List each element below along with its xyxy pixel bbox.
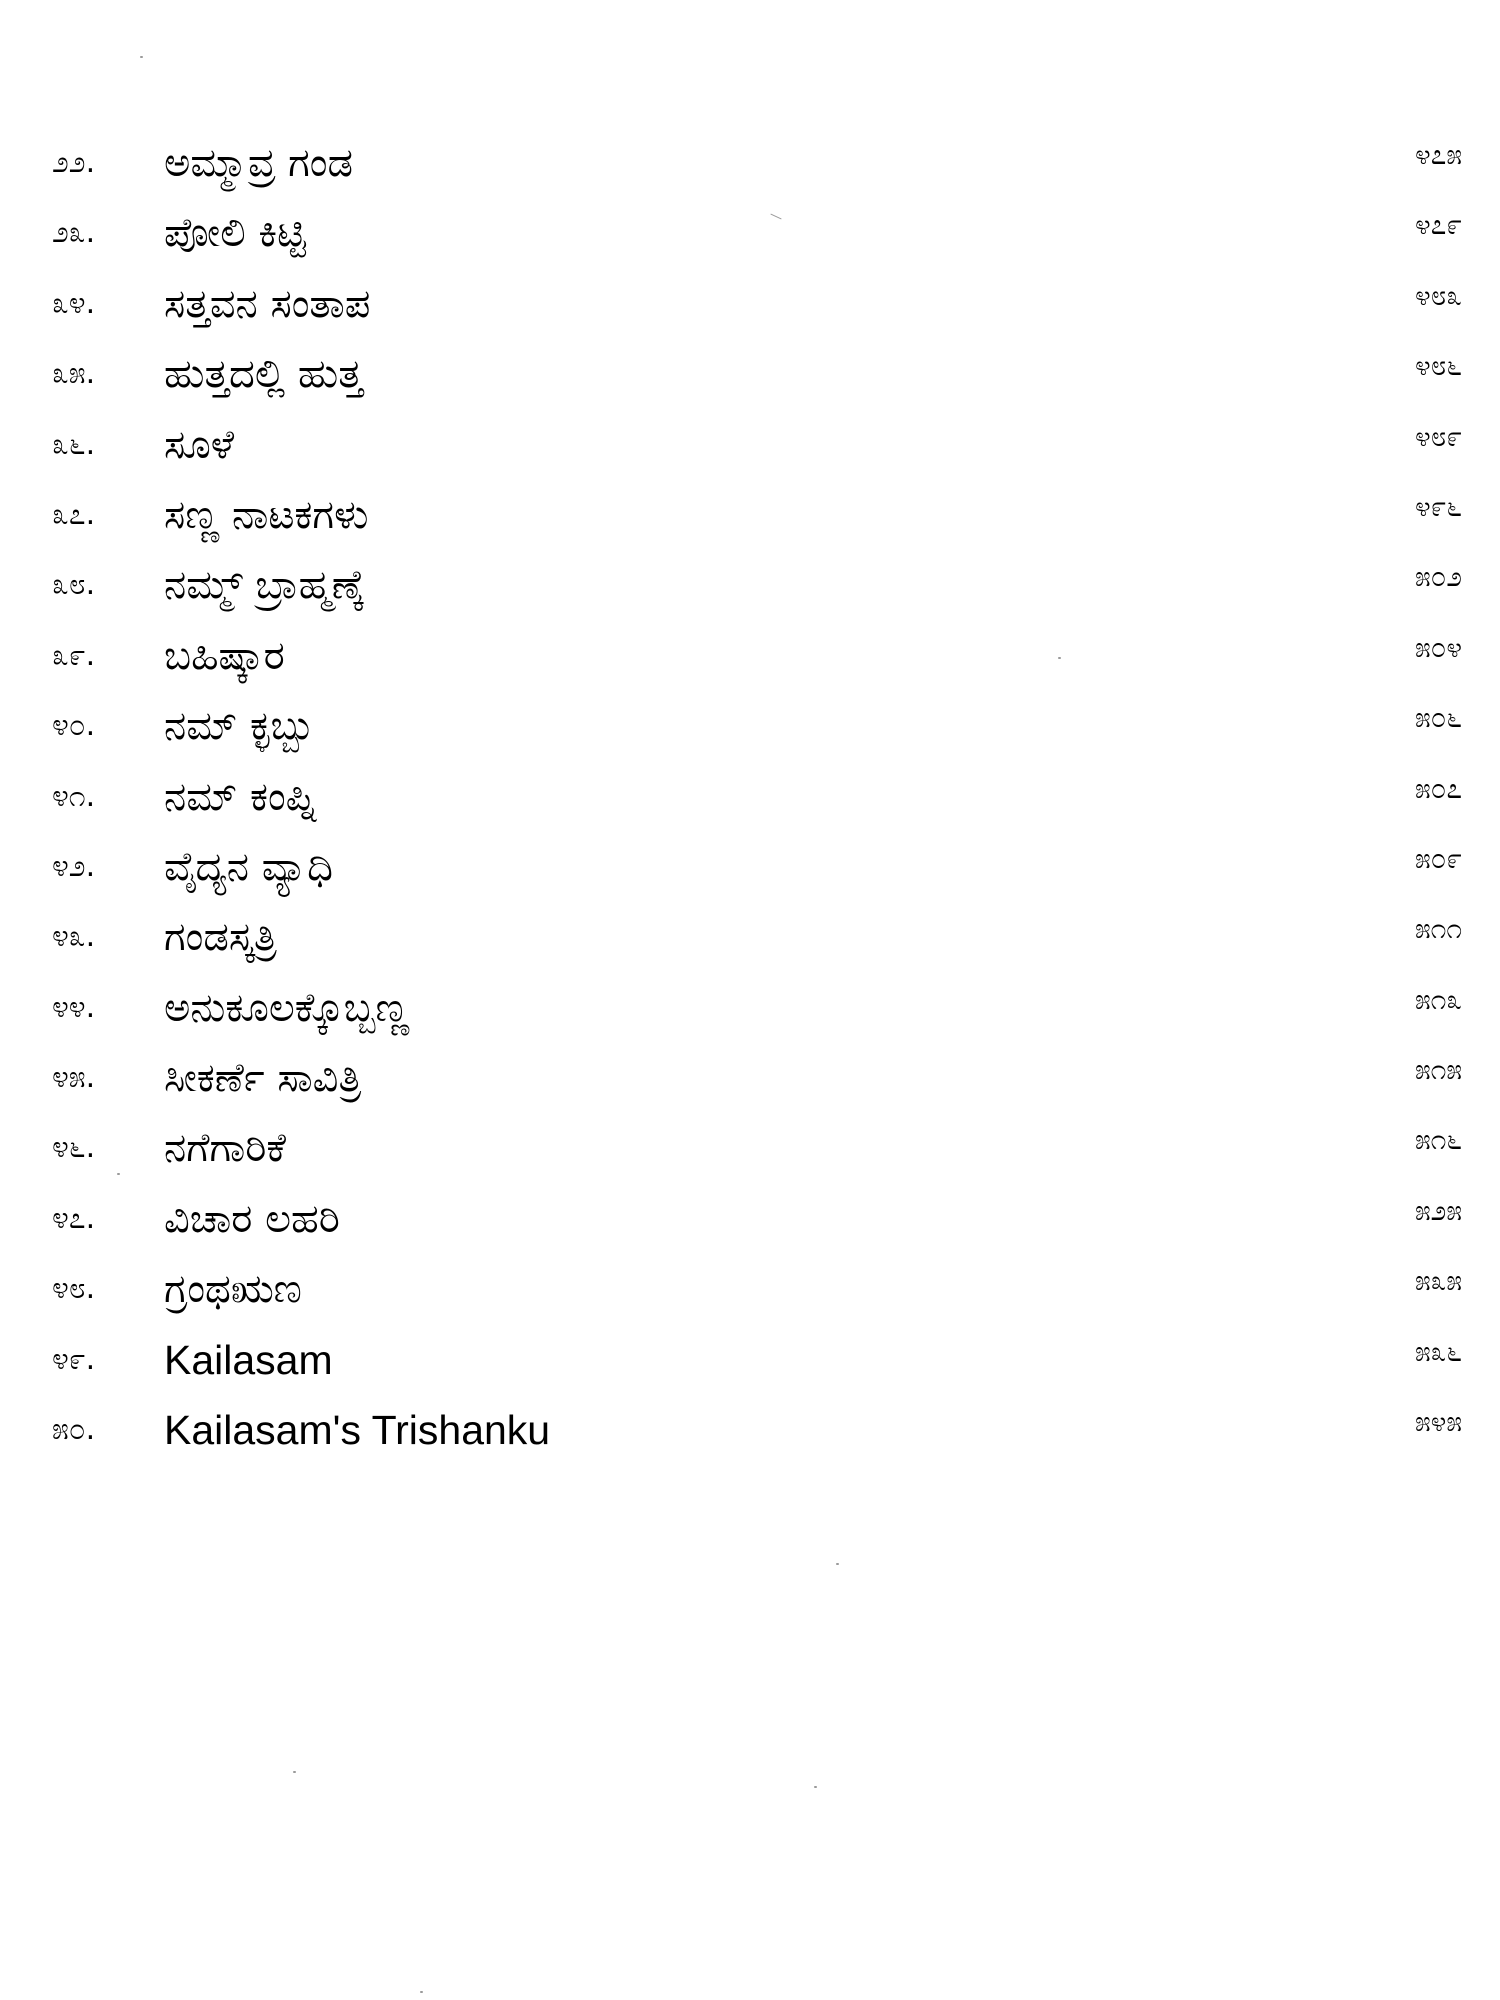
entry-page-number: ೫೦೯	[1414, 841, 1462, 875]
entry-number: ೪೪.	[52, 989, 96, 1025]
entry-title: ನಮ್ ಕ್ಳಬ್ಬು	[164, 703, 315, 750]
toc-entry	[52, 767, 1462, 837]
entry-number: ೩೬.	[52, 426, 96, 462]
entry-number: ೩೯.	[52, 637, 96, 673]
entry-page-number: ೫೦೭	[1414, 771, 1462, 805]
entry-page-number: ೪೭೯	[1414, 208, 1462, 242]
entry-title: ಅಮ್ಮಾವ್ರ ಗಂಡ	[164, 140, 353, 186]
toc-entry	[52, 1259, 1462, 1329]
entry-page-number: ೫೧೬	[1414, 1123, 1462, 1157]
entry-title: Kailasam's Trishanku	[164, 1407, 551, 1454]
entry-page-number: ೫೦೬	[1414, 701, 1462, 735]
entry-number: ೪೫.	[52, 1060, 96, 1096]
toc-entry	[52, 344, 1462, 414]
entry-title: ವಿಚಾರ ಲಹರಿ	[164, 1195, 340, 1242]
entry-number: ೨೨.	[52, 145, 96, 180]
toc-entry	[52, 415, 1462, 485]
entry-title: ಸತ್ತವನ ಸಂತಾಪ	[164, 280, 371, 327]
entry-page-number: ೫೧೩	[1414, 982, 1462, 1016]
entry-number: ೨೩.	[52, 215, 96, 251]
scan-speck	[293, 1771, 296, 1773]
entry-number: ೪೮.	[52, 1271, 96, 1307]
entry-page-number: ೪೮೯	[1414, 419, 1462, 453]
table-of-contents	[52, 133, 1462, 1470]
entry-number: ೩೭.	[52, 496, 96, 532]
entry-number: ೩೫.	[52, 356, 96, 392]
entry-number: ೩೮.	[52, 567, 96, 603]
entry-title: ವೈದ್ಯನ ವ್ಯಾಧಿ	[164, 843, 333, 890]
entry-page-number: ೪೯೬	[1414, 489, 1462, 523]
toc-entry	[52, 1400, 1462, 1470]
entry-title: ಹುತ್ತದಲ್ಲಿ ಹುತ್ತ	[164, 351, 363, 398]
toc-entry	[52, 978, 1462, 1048]
entry-page-number: ೫೩೫	[1414, 1264, 1462, 1298]
entry-page-number: ೫೧೫	[1414, 1053, 1462, 1087]
entry-page-number: ೫೨೫	[1414, 1193, 1462, 1227]
entry-number: ೪೭.	[52, 1200, 96, 1236]
entry-title: ಸೀಕರ್ಣೆ ಸಾವಿತ್ರಿ	[164, 1055, 362, 1102]
entry-title: ನಗೆಗಾರಿಕೆ	[164, 1125, 286, 1172]
entry-number: ೪೦.	[52, 708, 96, 744]
entry-title: ಅನುಕೂಲಕ್ಕೊಬ್ಬಣ್ಣ	[164, 984, 410, 1031]
entry-page-number: ೪೮೬	[1414, 349, 1462, 383]
toc-entry	[52, 133, 1462, 203]
scan-speck	[420, 1991, 423, 1993]
entry-title: ಸಣ್ಣ ನಾಟಕಗಳು	[164, 491, 369, 538]
entry-page-number: ೫೧೧	[1414, 912, 1462, 946]
entry-title: Kailasam	[164, 1336, 333, 1383]
entry-title: ಗಂಡಸ್ಕತ್ರಿ	[164, 914, 277, 961]
toc-entry	[52, 696, 1462, 766]
entry-title: ನಮ್ಮ್ ಬ್ರಾಹ್ಮಣ್ಕೆ	[164, 562, 365, 609]
toc-entry	[52, 1118, 1462, 1188]
entry-number: ೪೨.	[52, 848, 96, 884]
entry-title: ಬಹಿಷ್ಕಾರ	[164, 632, 285, 679]
entry-title: ನಮ್ ಕಂಪ್ನಿ	[164, 773, 317, 820]
toc-entry	[52, 837, 1462, 907]
entry-page-number: ೫೦೪	[1414, 630, 1462, 664]
entry-title: ಪೋಲಿ ಕಿಟ್ಟಿ	[164, 210, 307, 257]
toc-entry	[52, 555, 1462, 625]
entry-number: ೪೩.	[52, 919, 96, 955]
entry-number: ೫೦.	[52, 1412, 96, 1448]
entry-page-number: ೫೩೬	[1414, 1334, 1462, 1368]
entry-page-number: ೫೪೫	[1414, 1405, 1462, 1439]
toc-entry	[52, 626, 1462, 696]
scan-speck	[836, 1563, 839, 1565]
scan-speck	[1058, 657, 1061, 659]
entry-number: ೪೬.	[52, 1130, 96, 1166]
entry-number: ೪೧.	[52, 778, 96, 814]
entry-title: ಸೂಳೆ	[164, 421, 235, 468]
toc-entry	[52, 274, 1462, 344]
entry-page-number: ೪೮೩	[1414, 278, 1462, 312]
entry-number: ೪೯.	[52, 1341, 96, 1377]
entry-page-number: ೪೭೫	[1414, 138, 1462, 171]
toc-entry	[52, 203, 1462, 273]
entry-title: ಗ್ರಂಥಋಣ	[164, 1266, 302, 1313]
entry-page-number: ೫೦೨	[1414, 560, 1462, 594]
scan-speck	[117, 1173, 120, 1175]
toc-entry	[52, 907, 1462, 977]
toc-entry	[52, 485, 1462, 555]
toc-entry	[52, 1330, 1462, 1400]
scan-speck	[814, 1786, 817, 1788]
scan-speck	[140, 56, 143, 58]
entry-number: ೩೪.	[52, 285, 96, 321]
toc-entry	[52, 1189, 1462, 1259]
toc-entry	[52, 1048, 1462, 1118]
